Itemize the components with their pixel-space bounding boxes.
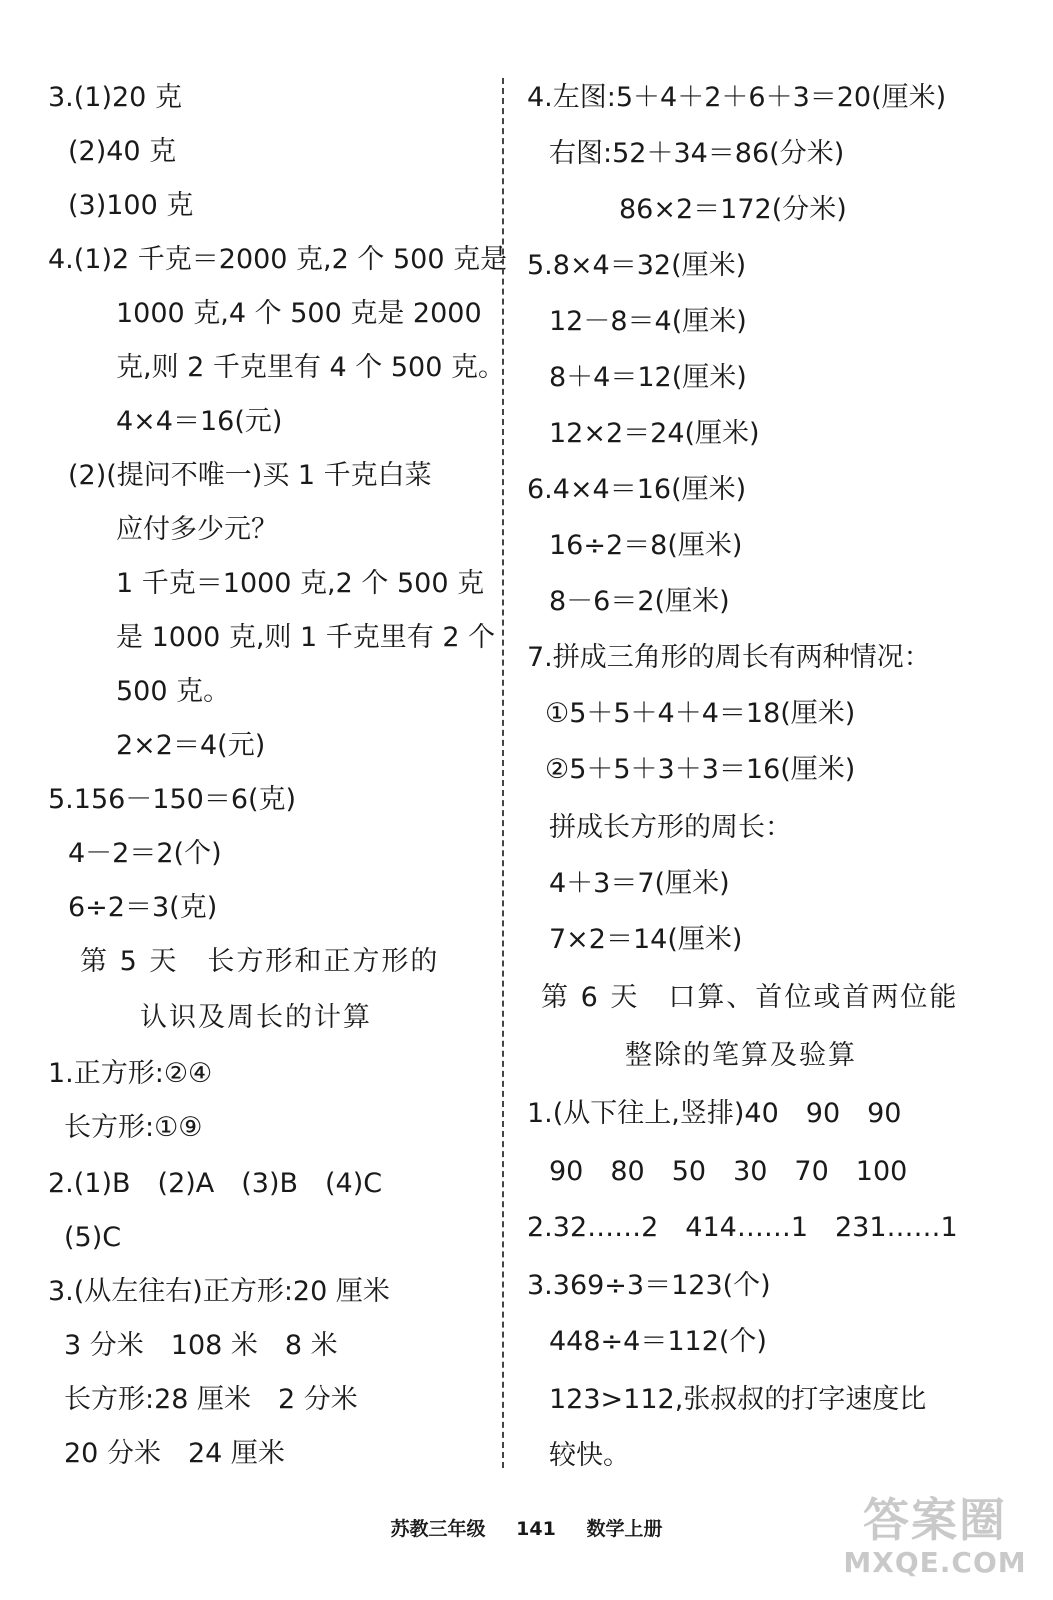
answer-line: 5.156－150＝6(克) (48, 784, 297, 815)
answer-line: 16÷2＝8(厘米) (549, 530, 743, 561)
section-heading: 第 5 天 长方形和正方形的 (80, 946, 440, 977)
answer-line: 3.(1)20 克 (48, 82, 182, 113)
footer-subject: 数学上册 (586, 1518, 663, 1540)
answer-line: (5)C (64, 1222, 122, 1253)
answer-line: 4＋3＝7(厘米) (549, 868, 730, 899)
watermark-logo (835, 1494, 1035, 1590)
watermark-url: MXQE.COM (843, 1546, 1027, 1579)
answer-line: 4－2＝2(个) (68, 838, 222, 869)
answer-line: 是 1000 克,则 1 千克里有 2 个 (116, 622, 496, 653)
answer-line: 3.369÷3＝123(个) (527, 1270, 771, 1301)
answer-line: 长方形:28 厘米 2 分米 (64, 1384, 358, 1415)
answer-line: 7×2＝14(厘米) (549, 924, 743, 955)
answer-line: 4×4＝16(元) (116, 406, 283, 437)
answer-line: 8－6＝2(厘米) (549, 586, 730, 617)
answer-line: 6÷2＝3(克) (68, 892, 218, 923)
footer-grade: 苏教三年级 (390, 1518, 486, 1540)
page-number: 141 (516, 1518, 556, 1540)
answer-line: 1 千克＝1000 克,2 个 500 克 (116, 568, 485, 599)
answer-line: 1.正方形:②④ (48, 1058, 213, 1089)
answer-line: 克,则 2 千克里有 4 个 500 克。 (116, 352, 505, 383)
answer-line: 12×2＝24(厘米) (549, 418, 760, 449)
answer-line: 3.(从左往右)正方形:20 厘米 (48, 1276, 390, 1307)
answer-line: 5.8×4＝32(厘米) (527, 250, 747, 281)
answer-line: 较快。 (549, 1440, 630, 1471)
answer-line: 8＋4＝12(厘米) (549, 362, 747, 393)
answer-line: 长方形:①⑨ (64, 1112, 203, 1143)
answer-line: 123>112,张叔叔的打字速度比 (549, 1384, 927, 1415)
answer-line: ②5＋5＋3＋3＝16(厘米) (545, 754, 856, 785)
answer-line: 7.拼成三角形的周长有两种情况： (527, 642, 931, 673)
answer-line: 1.(从下往上,竖排)40 90 90 (527, 1098, 902, 1129)
answer-line: 12－8＝4(厘米) (549, 306, 747, 337)
answer-line: 4.(1)2 千克＝2000 克,2 个 500 克是 (48, 244, 508, 275)
watermark-text: 答案圈 (863, 1493, 1007, 1547)
answer-line: 86×2＝172(分米) (619, 194, 847, 225)
answer-line: 2.32……2 414……1 231……1 (527, 1212, 958, 1243)
answer-line: (2)(提问不唯一)买 1 千克白菜 (68, 460, 432, 491)
section-heading: 第 6 天 口算、首位或首两位能 (541, 982, 959, 1013)
answer-line: ①5＋5＋4＋4＝18(厘米) (545, 698, 856, 729)
answer-line: 拼成长方形的周长： (549, 812, 792, 843)
answer-line: (2)40 克 (68, 136, 177, 167)
answer-line: (3)100 克 (68, 190, 194, 221)
answer-line: 2×2＝4(元) (116, 730, 266, 761)
answer-line: 3 分米 108 米 8 米 (64, 1330, 338, 1361)
answer-line: 500 克。 (116, 676, 231, 707)
answer-line: 90 80 50 30 70 100 (549, 1156, 908, 1187)
column-divider (502, 78, 504, 1468)
answer-line: 6.4×4＝16(厘米) (527, 474, 747, 505)
answer-line: 2.(1)B (2)A (3)B (4)C (48, 1168, 383, 1199)
section-heading: 认识及周长的计算 (140, 1002, 372, 1033)
answer-line: 应付多少元？ (116, 514, 278, 545)
answer-line: 1000 克,4 个 500 克是 2000 (116, 298, 482, 329)
section-heading: 整除的笔算及验算 (625, 1040, 857, 1071)
answer-line: 4.左图:5＋4＋2＋6＋3＝20(厘米) (527, 82, 947, 113)
answer-line: 右图:52＋34＝86(分米) (549, 138, 845, 169)
answer-line: 448÷4＝112(个) (549, 1326, 767, 1357)
answer-line: 20 分米 24 厘米 (64, 1438, 285, 1469)
